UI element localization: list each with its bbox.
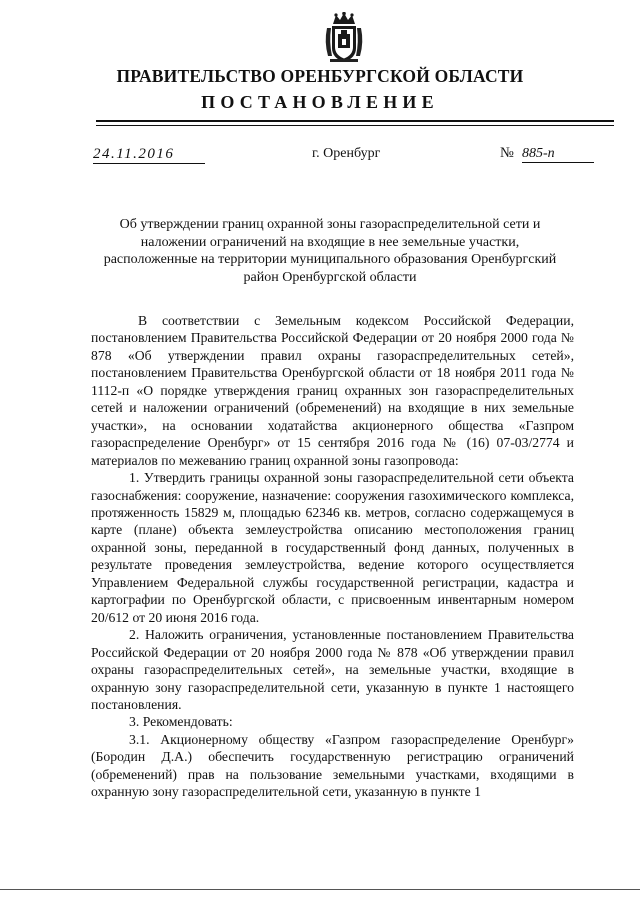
page-bottom-border [0, 889, 640, 890]
header-divider [96, 120, 614, 122]
clause-3-paragraph: 3. Рекомендовать: [129, 714, 233, 730]
document-body [91, 312, 574, 801]
coat-of-arms-icon [324, 12, 364, 64]
clause-1-paragraph: 1. Утвердить границы охранной зоны газораспределительной сети объекта газоснабжения: сооружение, назначение: сооружения газохимического комплекса, протяженность 15829 м, площадью 62346 кв. метров, согласно содержащемуся в карте (плане) объекта землеустройства описанию местоположения границ охранной зоны, переданной в государственный фонд данных, полученных в результате проведения землеустройства, ведение которого осуществляется Управлением Федеральной службы государственной регистрации, кадастра и картографии по Оренбургской области, с присвоенным инвентарным номером 20/612 от 20 июня 2016 года. [91, 470, 574, 625]
document-type: ПОСТАНОВЛЕНИЕ [201, 92, 439, 112]
clause-3-1-paragraph: 3.1. Акционерному обществу «Газпром газораспределение Оренбург» (Бородин Д.А.) обеспечить государственную регистрацию ограничений (обременений) прав на пользование земельными участками, входящими в охранную зону газораспределительной сети, указанную в пункте 1 [91, 731, 574, 800]
clause-2-paragraph: 2. Наложить ограничения, установленные постановлением Правительства Российской Федерации от 20 ноября 2000 года № 878 «Об утверждении правил охраны газораспределительных сетей», на земельные участки, входящие в охранную зону газораспределительной сети, указанную в пункте 1 настоящего постановления. [91, 627, 574, 712]
document-date: 24.11.2016 [93, 146, 205, 164]
header-divider-thin [96, 125, 614, 126]
preamble-paragraph: В соответствии с Земельным кодексом Российской Федерации, постановлением Правительства Российской Федерации от 20 ноября 2000 года № 878 «Об утверждении правил охраны газораспределительных сетей», постановлением Правительства Оренбургской области от 18 ноября 2011 года № 1112-п «О порядке утверждения границ охранных зон газораспределительных сетей и наложении ограничений (обременений) на входящие в них земельные участки», на основании ходатайства акционерного общества «Газпром газораспределение Оренбург» от 15 сентября 2016 года № (16) 07-03/2774 и материалов по межеванию границ охранной зоны газопровода: [91, 313, 574, 468]
document-city: г. Оренбург [312, 146, 381, 161]
document-number: 885-п [522, 146, 594, 163]
government-title: ПРАВИТЕЛЬСТВО ОРЕНБУРГСКОЙ ОБЛАСТИ [116, 66, 524, 86]
document-subject: Об утверждении границ охранной зоны газораспределительной сети и наложении ограничений на входящие в нее земельные участки, расположенные на территории муниципального образования Оренбургский район Оренбургской области [103, 217, 557, 285]
number-label: № [500, 145, 514, 161]
